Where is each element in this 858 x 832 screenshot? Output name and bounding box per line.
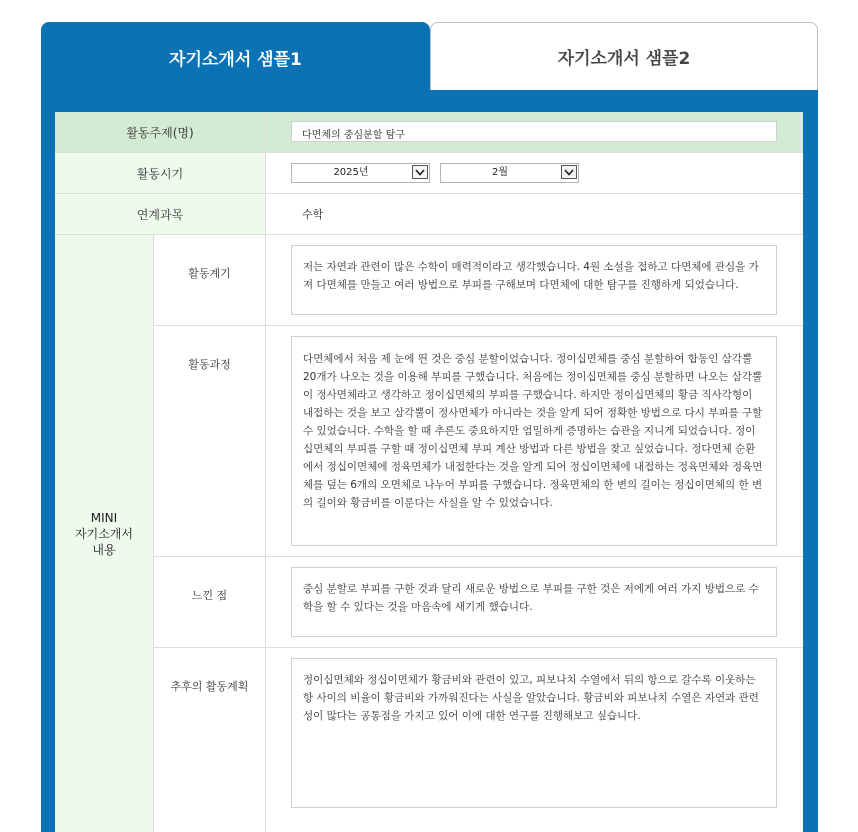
- feeling-row: [154, 557, 803, 648]
- self-intro-container: [41, 22, 818, 832]
- month-select[interactable]: [440, 163, 579, 183]
- motive-textarea[interactable]: 저는 자연과 관련이 많은 수학이 매력적이라고 생각했습니다. 4원 소설을 접하고 다면체에 관심을 가져 다면체를 만들고 여러 방법으로 부피를 구해보며 다면체에 대한 탐구를 진행하게 되었습니다.: [291, 245, 777, 315]
- subject-row: [55, 194, 803, 235]
- topic-label: 활동주제(명): [55, 112, 266, 152]
- process-row: [154, 326, 803, 557]
- mini-intro-label: [55, 235, 154, 832]
- activity-form: [55, 112, 803, 832]
- period-label: 활동시기: [55, 153, 266, 193]
- month-select-value: 2월: [491, 167, 509, 178]
- mini-label-line3: 내용: [92, 542, 116, 557]
- period-row: [55, 153, 803, 194]
- year-select-value: 2025년: [333, 167, 369, 178]
- subject-label: 연계과목: [55, 194, 266, 234]
- chevron-down-icon[interactable]: [412, 165, 428, 179]
- feeling-textarea[interactable]: 중심 분할로 부피를 구한 것과 달리 새로운 방법으로 부피를 구한 것은 저에게 여러 가지 방법으로 수학을 할 수 있다는 것을 마음속에 새기게 했습니다.: [291, 567, 777, 637]
- year-select[interactable]: [291, 163, 430, 183]
- mini-label-line2: 자기소개서: [75, 526, 133, 541]
- tab-sample-1[interactable]: 자기소개서 샘플1: [41, 22, 430, 92]
- motive-label: 활동계기: [154, 235, 266, 325]
- motive-row: [154, 235, 803, 326]
- process-textarea[interactable]: 다면체에서 처음 제 눈에 띈 것은 중심 분할이었습니다. 정이십면체를 중심 분할하여 합동인 삼각뿔 20개가 나오는 것을 이용해 부피를 구했습니다. 처음에는 정이십면체를 중심 분할하면 나오는 삼각뿔이 정사면체라고 생각하고 정이십면체의 부피를 구했습니다. 하지만 정이십면체의 황금 직사각형이 내접하는 것을 보고 삼각뿔이 정사면체가 아니라는 것을 알게 되어 정확한 방법으로 다시 부피를 구할 수 있었습니다. 수학을 할 때 추론도 중요하지만 엄밀하게 증명하는 습관을 지니게 되었습니다. 정이십면체의 부피를 구할 때 정이십면체 부피 계산 방법과 다른 방법을 찾고 싶었습니다. 정다면체 순환에서 정십이면체에 정육면체가 내접한다는 것을 알게 되어 정십이면체에 내접하는 정육면체와 정육면체를 덮는 6개의 오면체로 나누어 부피를 구했습니다. 정육면체의 한 변의 길이는 정십이면체의 한 변의 길이와 황금비를 이룬다는 사실을 알 수 있었습니다.: [291, 336, 777, 546]
- chevron-down-icon[interactable]: [561, 165, 577, 179]
- process-label: 활동과정: [154, 326, 266, 556]
- tab-panel: [41, 90, 818, 832]
- subject-value: 수학: [302, 208, 324, 221]
- mini-label-line1: MINI: [90, 510, 118, 525]
- tab-sample-2[interactable]: 자기소개서 샘플2: [430, 22, 818, 90]
- topic-row: [55, 112, 803, 153]
- topic-input[interactable]: 다면체의 중심분할 탐구: [291, 121, 777, 142]
- plan-textarea[interactable]: 정이십면체와 정십이면체가 황금비와 관련이 있고, 피보나치 수열에서 뒤의 항으로 갈수록 이웃하는 항 사이의 비율이 황금비와 가까워진다는 사실을 알았습니다. 황금비와 피보나치 수열은 자연과 관련성이 많다는 공통점을 가지고 있어 이에 대한 연구를 진행해보고 싶습니다.: [291, 658, 777, 808]
- feeling-label: 느낀 점: [154, 557, 266, 647]
- plan-label: 추후의 활동계획: [154, 648, 266, 832]
- plan-row: [154, 648, 803, 832]
